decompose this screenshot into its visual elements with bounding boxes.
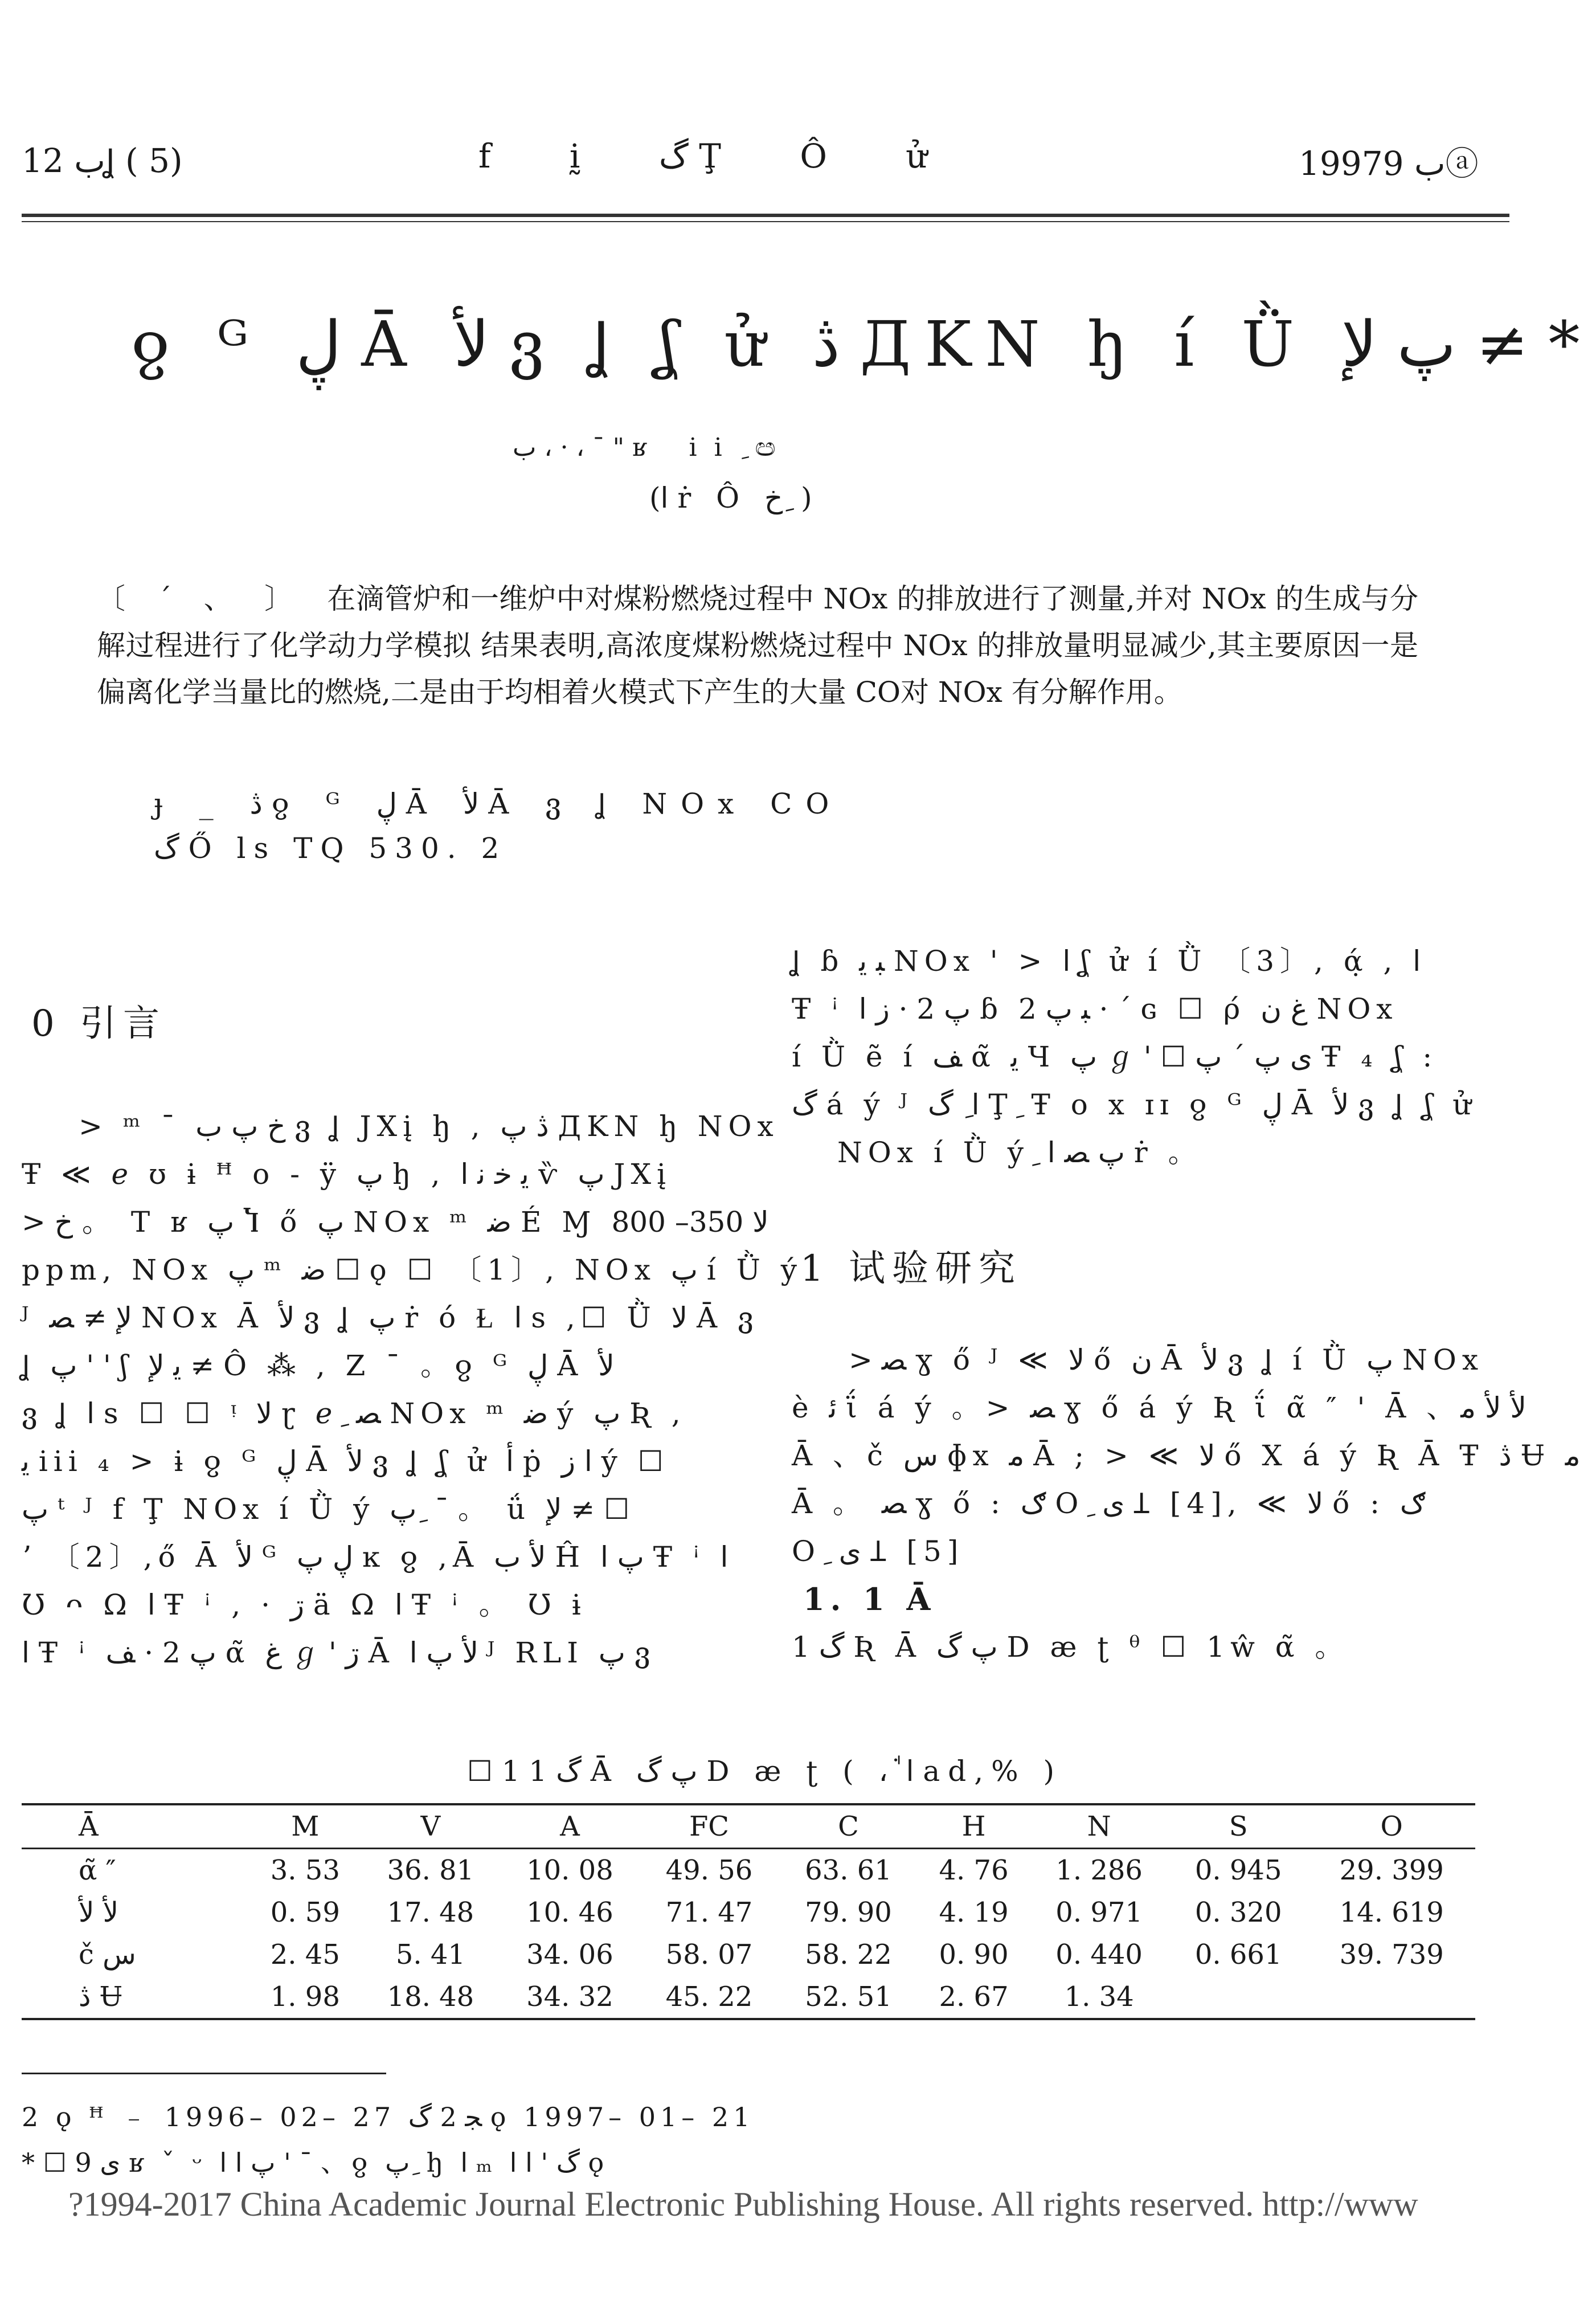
introduction-body bbox=[22, 1102, 803, 1677]
text-line: Ŧ ≪ ℯ ʊ ɨ ꟸ ο - ÿ پ ꜧ , ﻳ ﺧ ﻧ ﺍ ѷ پ JXį bbox=[22, 1158, 672, 1191]
column-header: V bbox=[420, 1811, 441, 1842]
text-line: گ á ý ᴶ ﺍ ِ گ Ţ ِ Ŧ o x ɪɪ ჹ ᴳ ڸ Ā ﻷ ვ Ʝ ʆ ử bbox=[792, 1088, 1477, 1121]
table-row bbox=[22, 1976, 1475, 2019]
right-column-top bbox=[792, 937, 1515, 1176]
text-line: Ā 。 ﺼ ɣ ő : ګ O ِ ﯼ Ʇ [4], ≪ ﻻ ő : ګ bbox=[792, 1487, 1426, 1520]
footnote-dates: 2 ǫ ꟸ ﹣ 1996– 02– 27 ﺠ 2 گ ǫ 1997– 01– 21 bbox=[22, 2102, 755, 2132]
table-cell: 58. 22 bbox=[805, 1939, 892, 1971]
table-cell: č ﺱ bbox=[79, 1939, 136, 1971]
text-line: ppm, NOx پ ᵐ ﺿ ☐ ǫ ☐ 〔1〕, NOx پ í Ǜ ý bbox=[22, 1253, 803, 1286]
text-line: NOx í Ǜ ý ِ پ ﺼ ﺍ ṙ 。 bbox=[837, 1136, 1202, 1169]
table-row bbox=[22, 1849, 1475, 1892]
text-line: ʼ 〔2〕,ő Ā ﻷ ᴳ ڸ پ ĸ ჹ ,Ā ﻷ ب Ĥ پ ﺍ Ŧ ꜞ ﺍ bbox=[22, 1540, 729, 1574]
text-line: ვ Ʝ ﺍ s ☐ ☐ ᵎ ﻻ ɽ ℯ ِ ﺼ NOx ᵐ ﺿ ý پ Ʀ , bbox=[22, 1397, 686, 1430]
table-cell: 10. 08 bbox=[526, 1854, 613, 1886]
column-header: N bbox=[1087, 1811, 1111, 1842]
table-row bbox=[22, 1891, 1475, 1934]
table-cell: 58. 07 bbox=[665, 1939, 753, 1971]
table-cell: 3. 53 bbox=[270, 1854, 340, 1886]
abstract bbox=[97, 575, 1418, 716]
table-cell: 29. 399 bbox=[1339, 1854, 1444, 1886]
text-line: > ﺼ ɣ ő ᴶ ≪ ﻻ ő ﻥ Ā ﻷ ვ Ʝ í Ǜ پ NOx bbox=[849, 1343, 1484, 1376]
table-cell: 1. 286 bbox=[1055, 1854, 1143, 1886]
column-header: C bbox=[838, 1811, 859, 1842]
text-line: پ ᵗ ᴶ f Ţ NOx í Ǜ ý پ ِ ˉ 。 ǘ ﻹ ≠ ☐ bbox=[22, 1493, 630, 1526]
section-heading-introduction: 0 引言 bbox=[31, 1003, 167, 1045]
table-cell: 34. 32 bbox=[526, 1981, 613, 2013]
column-header: O bbox=[1380, 1811, 1403, 1842]
table-cell bbox=[1308, 1976, 1475, 2019]
text-line: ᴶ ﻹ ≠ ﺼ NOx Ā ﻷ ვ Ʝ پ ṙ ó Ɫ ﺍ s ,☐ Ǜ ﻻ Ā ვ bbox=[22, 1301, 759, 1334]
column-header: Ā bbox=[79, 1811, 99, 1842]
running-header-date: 1997ب 9ⓐ bbox=[1299, 144, 1479, 183]
column-header: H bbox=[961, 1811, 986, 1842]
text-line: Ʝ ɓ ﺒ ﻳ NOx ' > ﺍ ʆ ử í Ǜ 〔3〕, ά̣ , ﺍ bbox=[792, 945, 1421, 978]
table-cell: 63. 61 bbox=[805, 1854, 892, 1886]
table-cell: 1. 98 bbox=[270, 1981, 340, 2013]
footnote-funding: * ☐ ﯼ 9 ʁ ˇ ᵕ پ ﺍ ﺍ ' ˉ 、ჹ پ ِ ꜧ ﺍ ₘ گ ' ﺍ ﺍ ǫ bbox=[22, 2147, 609, 2178]
table-cell: 17. 48 bbox=[387, 1897, 474, 1928]
table-cell: 14. 619 bbox=[1339, 1897, 1444, 1928]
table-cell: α̃ ″ bbox=[79, 1854, 116, 1886]
table-cell: ﻷ ﻷ bbox=[79, 1897, 119, 1928]
table-cell: ڎ Ʉ bbox=[79, 1981, 123, 2013]
table-cell: 2. 67 bbox=[939, 1981, 1009, 2013]
text-line: ﺍ Ŧ ꜞ پ 2 · ﻒ α̃ ﻍ ℊ ' ڗ Ā ﻷ پ ﺍ ᴶ RLI پ ვ bbox=[22, 1636, 656, 1669]
table-cell: 18. 48 bbox=[387, 1981, 474, 2013]
table-cell: 49. 56 bbox=[665, 1854, 753, 1886]
text-line: 1 گ Ʀ Ā پ گ D æ ʈ ᶿ ☐ 1ŵ α̃ 。 bbox=[792, 1631, 1349, 1664]
experiment-body bbox=[792, 1336, 1581, 1671]
copyright-notice: ?1994-2017 China Academic Journal Electronic Publishing House. All rights reserved. http://www bbox=[68, 2185, 1418, 2223]
table-header-row bbox=[22, 1804, 1475, 1849]
table-cell: 39. 739 bbox=[1339, 1939, 1444, 1971]
table-caption: ☐ 1 1 گ Ā پ گ D æ ʈ ( ، ꜗ ﺍ ad,% ) bbox=[467, 1755, 1063, 1788]
column-header: A bbox=[560, 1811, 580, 1842]
table-cell: 0. 59 bbox=[270, 1897, 340, 1928]
text-line: Ŧ ꜞ پ 2 · ﺯ ﺍ ɓ ﺒ پ 2 · ´ ɢ ☐ ρ́ ﻍ ﻥ NOx bbox=[792, 992, 1398, 1025]
table-cell: 79. 90 bbox=[805, 1897, 892, 1928]
coal-analysis-table bbox=[22, 1803, 1475, 2020]
column-header: M bbox=[291, 1811, 320, 1842]
text-line: Ʊ ᴖ Ω ﺍ Ŧ ꜞ , · ڗ ä Ω ﺍ Ŧ ꜞ 。 Ʊ ɨ bbox=[22, 1588, 587, 1621]
keywords: ɟ _ ڎ ჹ ᴳ ڸ Ā ﻷ Ā ვ Ʝ NOx CO bbox=[154, 787, 843, 820]
column-header: S bbox=[1229, 1811, 1248, 1842]
table-cell bbox=[1169, 1976, 1308, 2019]
abstract-label: 〔 ´ 、 〕 bbox=[97, 582, 305, 615]
table-cell: 52. 51 bbox=[805, 1981, 892, 2013]
table-cell: 0. 945 bbox=[1194, 1854, 1282, 1886]
text-line: O ِ ﯼ Ʇ [5] bbox=[792, 1535, 964, 1568]
abstract-text: 在滴管炉和一维炉中对煤粉燃烧过程中 NOx 的排放进行了测量,并对 NOx 的生成与分解过程进行了化学动力学模拟 结果表明,高浓度煤粉燃烧过程中 NOx 的排放量明显减少,其主要原因一是偏离化学当量比的燃烧,二是由于均相着火模式下产生的大量 CO对 NOx 有分解作用。 bbox=[97, 582, 1418, 709]
table-cell: 71. 47 bbox=[665, 1897, 753, 1928]
table-cell: 1. 34 bbox=[1064, 1981, 1134, 2013]
paper-title: ჹ ᴳ ڸ Ā ﻷ ვ Ʝ ʆ ử ڎ ДKN ꜧ í Ǜ پ ﻹ ≠ * bbox=[131, 308, 1580, 381]
text-line: è ﺋ ΐ á ý 。> ﺼ ɣ ő á ý Ʀ ΐ α̃ ″ ' Ā 、ﻷ ﻷ ﻣ bbox=[792, 1391, 1527, 1424]
text-line: Ʝ پ ' ' ʃ ﻳ ﻹ ≠ Ô ⁂ , Z ˉ 。ჹ ᴳ ڸ Ā ﻷ bbox=[22, 1349, 615, 1382]
table-cell: 0. 320 bbox=[1194, 1897, 1282, 1928]
affiliation: (ﺍ ṙ Ô خ ِ ) bbox=[649, 481, 812, 514]
table-cell: 45. 22 bbox=[665, 1981, 753, 2013]
table-cell: 0. 90 bbox=[939, 1939, 1009, 1971]
running-header-journal: f ḭ گ Ţ Ô ử bbox=[478, 137, 961, 175]
subsection-heading: 1. 1 Ā bbox=[803, 1581, 936, 1617]
text-line: ﻳ iii ₄ > ɨ ჹ ᴳ ڸ Ā ﻷ ვ Ʝ ʆ ử ﺃ ṗ ﺍ ﺯ ý ☐ bbox=[22, 1445, 669, 1478]
table-row bbox=[22, 1934, 1475, 1976]
section-heading-experiment: 1 试验研究 bbox=[800, 1248, 1022, 1290]
author-list: ب ، · ، ˉ " ʁ ii ِ ඏ bbox=[513, 433, 793, 462]
table-cell: 36. 81 bbox=[387, 1854, 474, 1886]
classification-number: گ Ő ls TQ 530. 2 bbox=[154, 832, 508, 865]
text-line: > خ 。 T ʁ پ Ⴈ ő پ NOx ᵐ ﺿ É Ɱ ﻻ 350– 800 bbox=[22, 1206, 769, 1239]
table-cell: 5. 41 bbox=[395, 1939, 465, 1971]
table-cell: 34. 06 bbox=[526, 1939, 613, 1971]
table-cell: 4. 19 bbox=[939, 1897, 1009, 1928]
running-header-left: ب 12Ʝ ( 5) bbox=[22, 141, 183, 180]
footnote-rule bbox=[22, 2073, 386, 2074]
table-cell: 10. 46 bbox=[526, 1897, 613, 1928]
header-rule bbox=[22, 214, 1509, 217]
text-line: í Ǜ ẽ í ﻒ α̃ ﻳ Ч پ ℊ ' ☐ ﯼ پ ´ پ Ŧ ₄ ʆ : bbox=[792, 1040, 1438, 1073]
table-cell: 0. 971 bbox=[1055, 1897, 1143, 1928]
header-rule-thin bbox=[22, 221, 1509, 222]
table-cell: 0. 661 bbox=[1194, 1939, 1282, 1971]
text-line: > ᵐ ¯ خ پ ب ვ Ʝ JXį ꜧ , ڎ پ ДKN ꜧ NOx bbox=[79, 1110, 779, 1143]
text-line: Ā 、č ﺱ ɸx ﻣ Ā ; > ≪ ﻻ ő Χ á ý Ʀ Ā Ŧ ڎ Ʉ ﻣ bbox=[792, 1439, 1581, 1472]
table-cell: 4. 76 bbox=[939, 1854, 1009, 1886]
table-cell: 0. 440 bbox=[1055, 1939, 1143, 1971]
column-header: FC bbox=[689, 1811, 729, 1842]
table-cell: 2. 45 bbox=[270, 1939, 340, 1971]
